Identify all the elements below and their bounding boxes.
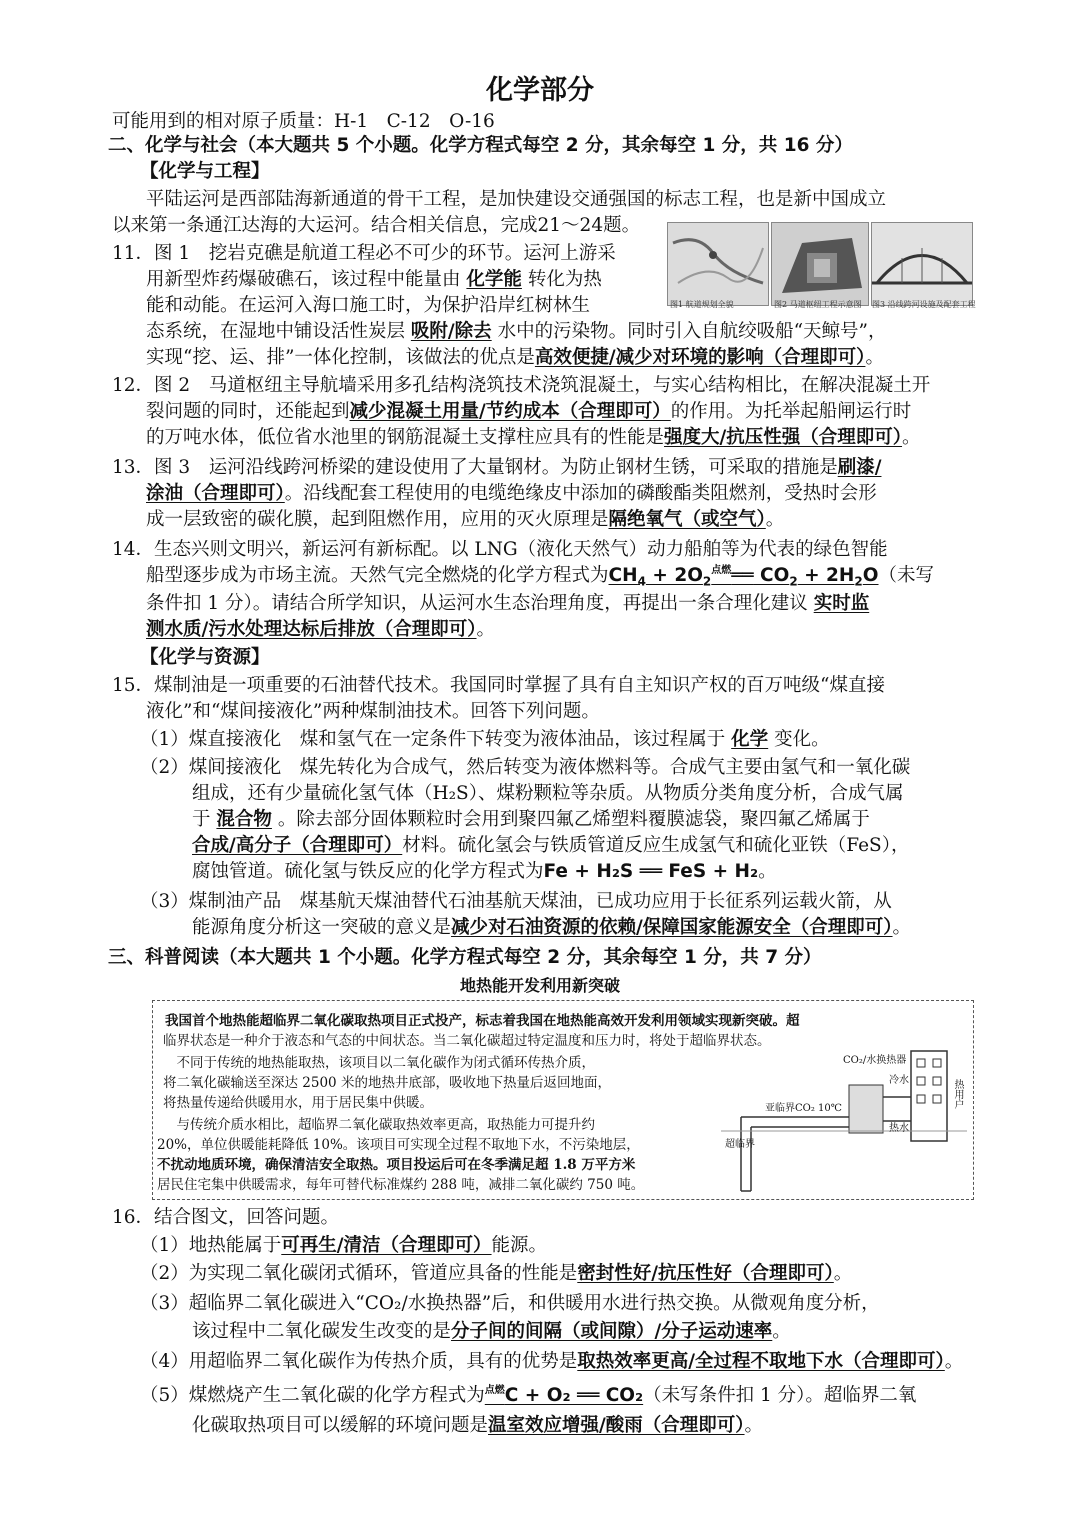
q11-answer-1: 化学能 [466,269,522,290]
q14-answer-1a: 实时监 [813,593,870,614]
intro-line-1: 平陆运河是西部陆海新通道的骨干工程，是加快建设交通强国的标志工程，也是新中国成立 [146,189,887,210]
q12-line-1: 12．图 2 马道枢纽主导航墙采用多孔结构浇筑技术浇筑混凝土，与实心结构相比，在解决混凝土开 [112,375,931,396]
figure-2-svg [772,223,868,305]
q16-part5-line-2: 化碳取热项目可以缓解的环境问题是温室效应增强/酸雨（合理即可）。 [192,1415,764,1436]
q15-answer-1: 化学 [731,729,769,750]
q14-line-4: 测水质/污水处理达标后排放（合理即可）。 [146,619,496,640]
reading-line-5: 将热量传递给供暖用水，用于居民集中供暖。 [163,1095,433,1111]
figure-3-bridge-image [871,222,973,306]
reading-line-4: 将二氧化碳输送至深达 2500 米的地热井底部，吸收地下热量后返回地面， [163,1075,611,1091]
q11-answer-3: 高效便捷/减少对环境的影响（合理即可） [534,347,866,368]
q16-part5-line-1: （5）煤燃烧产生二氧化碳的化学方程式为$^{点燃}$C + O₂ ══ CO₂（未写条件扣 1 分）。超临界二氧 [140,1385,917,1406]
q13-answer-1a: 刷漆/ [837,457,882,478]
q15-part2-line-1: （2）煤间接液化 煤先转化为合成气，然后转变为液体燃料等。合成气主要由氢气和一氧化碳 [140,757,911,778]
q11-line-4: 态系统，在湿地中铺设活性炭层 吸附/除去 水中的污染物。同时引入自航绞吸船“天鲸号”， [146,321,887,342]
q14-line-1: 14．生态兴则文明兴，新运河有新标配。以 LNG（液化天然气）动力船舶等为代表的绿色智能 [112,539,888,560]
q13-line-3: 成一层致密的碳化膜，起到阻燃作用，应用的灭火原理是隔绝氧气（或空气）。 [146,509,785,530]
q16-equation-condition: 点燃 [484,1385,505,1396]
reading-line-8: 不扰动地质环境，确保清洁安全取热。项目投运后可在冬季满足超 1.8 万平方米 [157,1157,636,1173]
q12-line-3: 的万吨水体，低位省水池里的钢筋混凝土支撑柱应具有的性能是强度大/抗压性强（合理即可）。 [146,427,921,448]
q15-answer-4: 减少对石油资源的依赖/保障国家能源安全（合理即可） [451,917,893,938]
figure-3-svg [872,223,972,305]
q15-part2-line-3: 于 混合物 。除去部分固体颗粒时会用到聚四氟乙烯塑料覆膜滤袋，聚四氟乙烯属于 [192,809,870,830]
q12-line-2: 裂问题的同时，还能起到减少混凝土用量/节约成本（合理即可）的作用。为托举起船闸运行时 [146,401,912,422]
q11-line-2: 用新型炸药爆破礁石，该过程中能量由 化学能 转化为热 [146,269,602,290]
diagram-hot-water-label: 热水 [889,1123,909,1134]
section2-header: 二、化学与社会（本大题共 5 个小题。化学方程式每空 2 分，其余每空 1 分，共 16 分） [108,135,853,156]
figure-1-map-image [667,222,769,306]
q15-part1: （1）煤直接液化 煤和氢气在一定条件下转变为液体油品，该过程属于 化学 变化。 [140,729,830,750]
q15-answer-3: 合成/高分子（合理即可） [192,835,403,856]
q12-answer-1: 减少混凝土用量/节约成本（合理即可） [349,401,671,422]
reading-line-1: 我国首个地热能超临界二氧化碳取热项目正式投产，标志着我国在地热能高效开发利用领域实现新突破。超 [165,1013,800,1029]
diagram-user-label: 热用户 [952,1079,963,1109]
reading-box [152,1000,974,1200]
q14-equation: $CH_4$ + $2O_2^{点燃}══$ $CO_2 + 2H_2O$ [608,565,879,589]
q14-answer-1b: 测水质/污水处理达标后排放（合理即可） [146,619,477,640]
q14-line-3: 条件扣 1 分）。请结合所学知识，从运河水生态治理角度，再提出一条合理化建议 实时监 [146,593,870,614]
q15-part3-line-2: 能源角度分析这一突破的意义是减少对石油资源的依赖/保障国家能源安全（合理即可）。 [192,917,912,938]
intro-line-2: 以来第一条通江达海的大运河。结合相关信息，完成21～24题。 [112,215,641,236]
q16-answer-2: 密封性好/抗压性好（合理即可） [577,1263,834,1284]
tag-engineering: 【化学与工程】 [140,161,270,182]
figure-3-caption: 图3 沿线跨河设施及配套工程 [872,300,976,309]
q16-part3-line-1: （3）超临界二氧化碳进入“CO₂/水换热器”后，和供暖用水进行热交换。从微观角度分析， [140,1293,880,1314]
q16-equation: $^{点燃}$C + O₂ ══ CO₂ [484,1385,644,1406]
reading-line-7: 20%，单位供暖能耗降低 10%。该项目可实现全过程不取地下水，不污染地层， [157,1137,640,1153]
diagram-subcritical-label: 亚临界CO₂ 10℃ [765,1103,842,1114]
q15-equation: Fe + H₂S ══ FeS + H₂ [543,861,759,882]
q15-part2-line-4: 合成/高分子（合理即可）材料。硫化氢会与铁质管道反应生成氢气和硫化亚铁（FeS）， [192,835,910,856]
q16-part4: （4）用超临界二氧化碳作为传热介质，具有的优势是取热效率更高/全过程不取地下水（合理即可）。 [140,1351,964,1372]
section3-header: 三、科普阅读（本大题共 1 个小题。化学方程式每空 2 分，其余每空 1 分，共 7 分） [108,947,822,968]
q14-line-2: 船型逐步成为市场主流。天然气完全燃烧的化学方程式为$CH_4$ + $2O_2^{点燃}══$ $CO_2 + 2H_2O$（未写 [146,565,935,589]
q15-answer-2: 混合物 [216,809,272,830]
q13-answer-2: 隔绝氧气（或空气） [608,509,766,530]
tag-resource: 【化学与资源】 [140,647,270,668]
reading-line-6: 与传统介质水相比，超临界二氧化碳取热效率更高，取热能力可提升约 [163,1117,595,1133]
q16-part2: （2）为实现二氧化碳闭式循环，管道应具备的性能是密封性好/抗压性好（合理即可）。 [140,1263,853,1284]
diagram-exchanger-label: CO₂/水换热器 [843,1055,907,1066]
q16-answer-3: 分子间的间隔（或间隙）/分子运动速率 [451,1321,773,1342]
q12-answer-2: 强度大/抗压性强（合理即可） [664,427,903,448]
figure-2-hub-image [771,222,869,306]
reading-line-9: 居民住宅集中供暖需求，每年可替代标准煤约 288 吨，减排二氧化碳约 750 吨。 [157,1177,645,1193]
q15-line-1: 15．煤制油是一项重要的石油替代技术。我国同时掌握了具有自主知识产权的百万吨级“煤直接 [112,675,886,696]
figure-1-svg [668,223,768,305]
atomic-mass-line: 可能用到的相对原子质量：H-1 C-12 O-16 [112,111,495,132]
q14-equation-condition: 点燃 [711,565,732,576]
q11-line-5: 实现“挖、运、排”一体化控制，该做法的优点是高效便捷/减少对环境的影响（合理即可）。 [146,347,884,368]
diagram-supercritical-label: 超临界 [725,1139,755,1150]
reading-line-3: 不同于传统的地热能取热，该项目以二氧化碳作为闭式循环传热介质， [163,1055,595,1071]
q15-part2-line-5: 腐蚀管道。硫化氢与铁反应的化学方程式为Fe + H₂S ══ FeS + H₂。 [192,861,777,882]
q16-part1: （1）地热能属于可再生/清洁（合理即可）能源。 [140,1235,548,1256]
q16-part3-line-2: 该过程中二氧化碳发生改变的是分子间的间隔（或间隙）/分子运动速率。 [192,1321,791,1342]
q16-answer-1: 可再生/清洁（合理即可） [281,1235,492,1256]
figure-1-caption: 图1 航道规划全貌 [670,300,734,309]
q11-line-1: 11．图 1 挖岩克礁是航道工程必不可少的环节。运河上游采 [112,243,616,264]
q15-part3-line-1: （3）煤制油产品 煤基航天煤油替代石油基航天煤油，已成功应用于长征系列运载火箭，从 [140,891,892,912]
q11-answer-2: 吸附/除去 [410,321,492,342]
q11-line-3: 能和动能。在运河入海口施工时，为保护沿岸红树林生 [146,295,591,316]
page-title: 化学部分 [486,75,594,106]
geothermal-diagram [721,1045,967,1195]
q13-answer-1b: 涂油（合理即可） [146,483,285,504]
q15-part2-line-2: 组成，还有少量硫化氢气体（H₂S）、煤粉颗粒等杂质。从物质分类角度分析，合成气属 [192,783,904,804]
q16-line-1: 16．结合图文，回答问题。 [112,1207,340,1228]
diagram-cold-water-label: 冷水 [889,1075,909,1086]
q13-line-2: 涂油（合理即可）。沿线配套工程使用的电缆绝缘皮中添加的磷酸酯类阻燃剂，受热时会形 [146,483,877,504]
reading-title: 地热能开发利用新突破 [459,976,620,995]
q16-answer-5: 温室效应增强/酸雨（合理即可） [488,1415,745,1436]
figure-2-caption: 图2 马道枢纽工程示意图 [774,300,862,309]
reading-line-2: 临界状态是一种介于液态和气态的中间状态。当二氧化碳超过特定温度和压力时，将处于超临界状态。 [163,1033,771,1049]
q16-answer-4: 取热效率更高/全过程不取地下水（合理即可） [577,1351,945,1372]
q13-line-1: 13．图 3 运河沿线跨河桥梁的建设使用了大量钢材。为防止钢材生锈，可采取的措施是刷漆/ [112,457,882,478]
q15-line-2: 液化”和“煤间接液化”两种煤制油技术。回答下列问题。 [146,701,600,722]
